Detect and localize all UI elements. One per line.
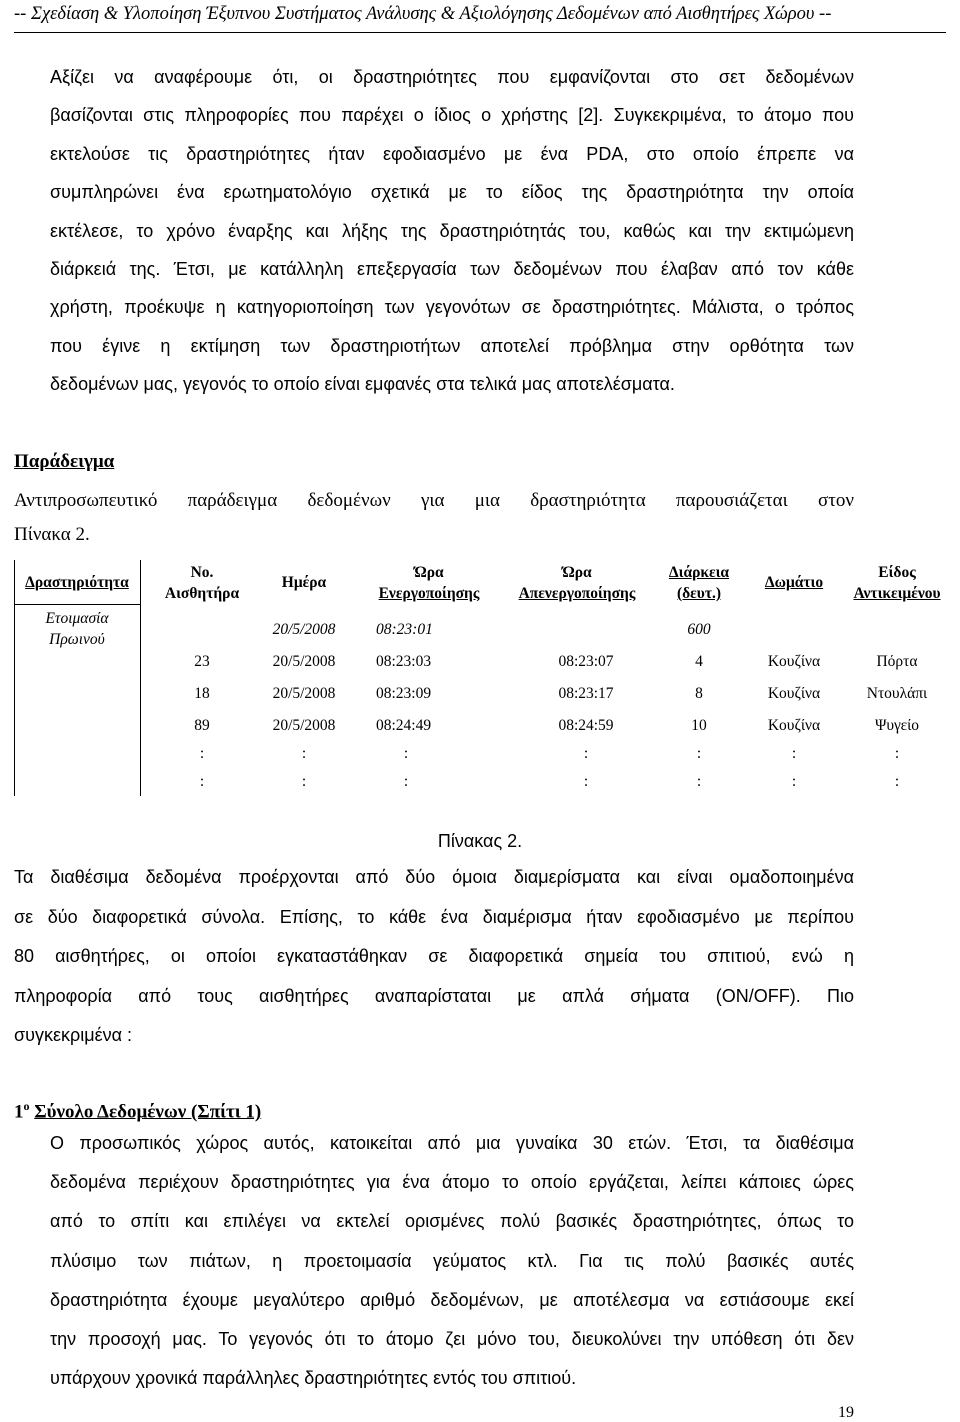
text-line: δεδομένων μας, γεγονός το οποίο είναι εμφανές στα τελικά μας αποτελέσματα. — [50, 374, 675, 395]
running-header: -- Σχεδίαση & Υλοποίηση Έξυπνου Συστήματος Ανάλυσης & Αξιολόγησης Δεδομένων από Αισθητήρες Χώρου -- — [14, 4, 832, 24]
text-line: συγκεκριμένα : — [14, 1025, 133, 1045]
text-line: από το σπίτι και επιλέγει να εκτελεί ορισμένες πολύ βασικές δραστηριότητες, όπως το — [50, 1211, 854, 1232]
text-line: συμπληρώνει ένα ερωτηματολόγιο σχετικά με το είδος της δραστηριότητα την οποία — [50, 182, 854, 203]
intro-paragraph — [14, 58, 854, 404]
section-heading — [14, 1094, 261, 1124]
summary-day: 20/5/2008 — [272, 621, 336, 638]
header-text: Αντικειμένου — [853, 585, 941, 602]
header-sensor-no — [162, 562, 242, 604]
header-room: Δωμάτιο — [764, 574, 824, 591]
text-line: βασίζονται στις πληροφορίες που παρέχει ο ίδιος ο χρήστης [2]. Συγκεκριμένα, το άτομο που — [50, 105, 854, 126]
activity-label-line: Πρωινού — [49, 631, 105, 648]
header-text: Είδος — [878, 564, 916, 581]
row-3-day: 20/5/2008 — [272, 717, 336, 734]
header-text: (δευτ.) — [676, 585, 722, 602]
data-paragraph — [14, 858, 854, 1056]
ellipsis: : — [403, 745, 409, 762]
header-end-time — [502, 562, 652, 604]
header-text: Ενεργοποίησης — [378, 585, 480, 602]
text-line: εκτέλεσε, το χρόνο έναρξης και λήξης της δραστηριότητάς του, καθώς και την εκτιμώμενη — [50, 220, 854, 241]
header-day: Ημέρα — [281, 574, 327, 591]
row-2-room: Κουζίνα — [767, 685, 821, 702]
text-line: διάρκειά της. Έτσι, με κατάλληλη επεξεργασία των δεδομένων που έλαβαν από τον κάθε — [50, 259, 854, 280]
header-text: Αισθητήρα — [164, 585, 240, 602]
ellipsis: : — [583, 773, 589, 790]
row-3-object: Ψυγείο — [874, 717, 920, 734]
text-line: δραστηριότητα έχουμε μεγαλύτερο αριθμό δεδομένων, με αποτέλεσμα να εστιάσουμε εκεί — [50, 1289, 854, 1310]
sensor-data-table — [14, 560, 954, 796]
ellipsis: : — [301, 773, 307, 790]
row-1-object: Πόρτα — [876, 653, 918, 670]
text-line: που έγινε η εκτίμηση των δραστηριοτήτων αποτελεί πρόβλημα στην ορθότητα των — [50, 335, 854, 356]
text-line: 80 αισθητήρες, οι οποίοι εγκαταστάθηκαν σε διαφορετικά σημεία του σπιτιού, ενώ η — [14, 946, 854, 966]
text-line: δεδομένα περιέχουν δραστηριότητες για ένα άτομο το οποίο εργάζεται, λείπει κάποιες ώρες — [50, 1172, 854, 1193]
row-3-end: 08:24:59 — [558, 717, 614, 734]
ellipsis: : — [301, 745, 307, 762]
row-3-room: Κουζίνα — [767, 717, 821, 734]
row-1-start: 08:23:03 — [376, 653, 432, 670]
header-object — [840, 562, 954, 604]
text-line: Τα διαθέσιμα δεδομένα προέρχονται από δύο όμοια διαμερίσματα και είναι ομαδοποιημένα — [14, 867, 854, 887]
activity-label-line: Ετοιμασία — [45, 610, 109, 627]
text-line: υπάρχουν χρονικά παράλληλες δραστηριότητες εντός του σπιτιού. — [50, 1368, 577, 1389]
row-1-end: 08:23:07 — [558, 653, 614, 670]
row-3-duration: 10 — [691, 717, 707, 734]
ellipsis: : — [403, 773, 409, 790]
row-1-duration: 4 — [695, 653, 703, 670]
text-line: πληροφορία από τους αισθητήρες αναπαρίσταται με απλά σήματα (ON/OFF). Πιο — [14, 985, 854, 1006]
ellipsis: : — [696, 773, 702, 790]
ellipsis: : — [583, 745, 589, 762]
row-2-start: 08:23:09 — [376, 685, 432, 702]
example-paragraph — [14, 484, 854, 552]
ellipsis: : — [696, 745, 702, 762]
row-1-day: 20/5/2008 — [272, 653, 336, 670]
example-heading: Παράδειγμα — [14, 451, 115, 472]
row-2-duration: 8 — [695, 685, 703, 702]
header-rule — [14, 32, 946, 33]
header-duration — [654, 562, 744, 604]
row-2-sensor: 18 — [194, 685, 210, 702]
header-start-time — [359, 562, 499, 604]
row-1-room: Κουζίνα — [767, 653, 821, 670]
header-text: Απενεργοποίησης — [518, 585, 636, 602]
ellipsis: : — [791, 773, 797, 790]
table-left-border — [14, 560, 15, 796]
text-line: εκτελούσε τις δραστηριότητες ήταν εφοδιασμένο με ένα PDA, στο οποίο έπρεπε να — [50, 143, 854, 164]
text-line: Ο προσωπικός χώρος αυτός, κατοικείται από μια γυναίκα 30 ετών. Έτσι, τα διαθέσιμα — [50, 1133, 854, 1153]
page-number: 19 — [838, 1404, 854, 1421]
text-line: Αντιπροσωπευτικό παράδειγμα δεδομένων για μια δραστηριότητα παρουσιάζεται στον — [14, 490, 854, 511]
row-1-sensor: 23 — [194, 653, 210, 670]
section-number: 1 — [14, 1101, 24, 1123]
table-divider — [140, 560, 141, 796]
header-text: Διάρκεια — [668, 564, 730, 581]
table-caption: Πίνακας 2. — [437, 831, 523, 851]
section-title: Σύνολο Δεδομένων (Σπίτι 1) — [34, 1101, 262, 1123]
header-activity: Δραστηριότητα — [25, 574, 129, 591]
text-line: πλύσιμο των πιάτων, η προετοιμασία γεύματος κτλ. Για τις πολύ βασικές αυτές — [50, 1250, 854, 1271]
header-text: Ώρα — [414, 564, 444, 581]
text-line: χρήστη, προέκυψε η κατηγοριοποίηση των γεγονότων σε δραστηριότητες. Μάλιστα, ο τρόπος — [50, 297, 854, 318]
ellipsis: : — [199, 773, 205, 790]
header-text: No. — [190, 564, 214, 581]
house-paragraph — [14, 1124, 854, 1398]
summary-duration: 600 — [687, 621, 711, 638]
activity-label — [14, 608, 140, 650]
row-2-end: 08:23:17 — [558, 685, 614, 702]
summary-start: 08:23:01 — [376, 621, 433, 638]
ellipsis: : — [894, 745, 900, 762]
ellipsis: : — [791, 745, 797, 762]
row-2-day: 20/5/2008 — [272, 685, 336, 702]
text-line: σε δύο διαφορετικά σύνολα. Επίσης, το κάθε ένα διαμέρισμα ήταν εφοδιασμένο με περίπου — [14, 906, 854, 927]
table-header-rule — [14, 604, 140, 605]
ellipsis: : — [894, 773, 900, 790]
row-2-object: Ντουλάπι — [866, 685, 928, 702]
text-line: Πίνακα 2. — [14, 524, 90, 545]
header-text: Ώρα — [562, 564, 592, 581]
row-3-start: 08:24:49 — [376, 717, 432, 734]
text-line: την προσοχή μας. Το γεγονός ότι το άτομο ζει μόνο του, διευκολύνει την υπόθεση ότι δεν — [50, 1329, 854, 1350]
text-line: Αξίζει να αναφέρουμε ότι, οι δραστηριότητες που εμφανίζονται στο σετ δεδομένων — [50, 67, 854, 87]
section-superscript: ο — [23, 1099, 30, 1113]
row-3-sensor: 89 — [194, 717, 210, 734]
ellipsis: : — [199, 745, 205, 762]
